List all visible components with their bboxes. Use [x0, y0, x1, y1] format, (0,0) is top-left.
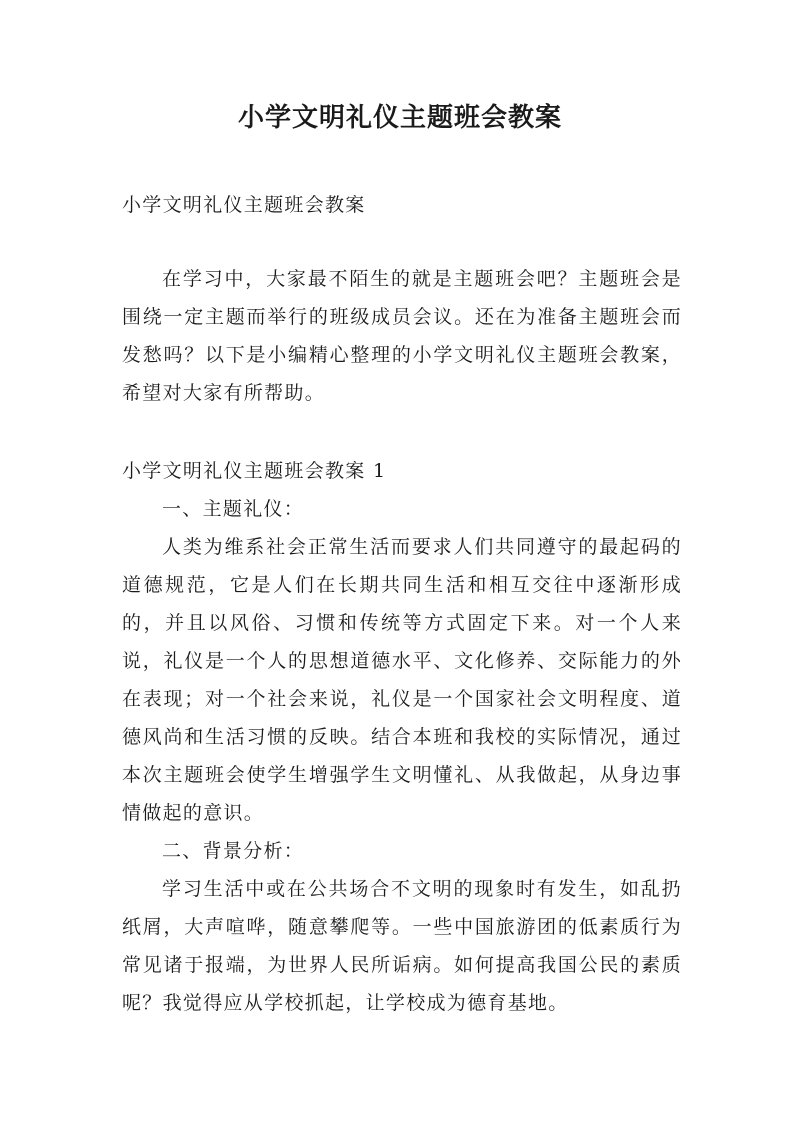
intro-paragraph: 在学习中，大家最不陌生的就是主题班会吧？主题班会是围绕一定主题而举行的班级成员会议。还在为准备主题班会而发愁吗？以下是小编精心整理的小学文明礼仪主题班会教案，希望对大家有所帮助。: [122, 268, 682, 404]
section1-heading: 一、主题礼仪：: [162, 498, 305, 520]
section1-paragraph: 人类为维系社会正常生活而要求人们共同遵守的最起码的道德规范，它是人们在长期共同生活和相互交往中逐渐形成的，并且以风俗、习惯和传统等方式固定下来。对一个人来说，礼仪是一个人的思想道德水平、文化修养、交际能力的外在表现；对一个社会来说，礼仪是一个国家社会文明程度、道德风尚和生活习惯的反映。结合本班和我校的实际情况，通过本次主题班会使学生增强学生文明懂礼、从我做起，从身边事情做起的意识。: [122, 536, 682, 824]
document-title: 小学文明礼仪主题班会教案: [237, 103, 562, 133]
section2-heading: 二、背景分析：: [162, 840, 305, 862]
section-content: [122, 490, 682, 1022]
section2-paragraph: 学习生活中或在公共场合不文明的现象时有发生，如乱扔纸屑，大声喧哗，随意攀爬等。一些中国旅游团的低素质行为常见诸于报端，为世界人民所诟病。如何提高我国公民的素质呢？我觉得应从学校抓起，让学校成为德育基地。: [122, 878, 682, 1014]
section-title: 小学文明礼仪主题班会教案 1: [122, 460, 387, 482]
document-subtitle: 小学文明礼仪主题班会教案: [122, 194, 366, 216]
